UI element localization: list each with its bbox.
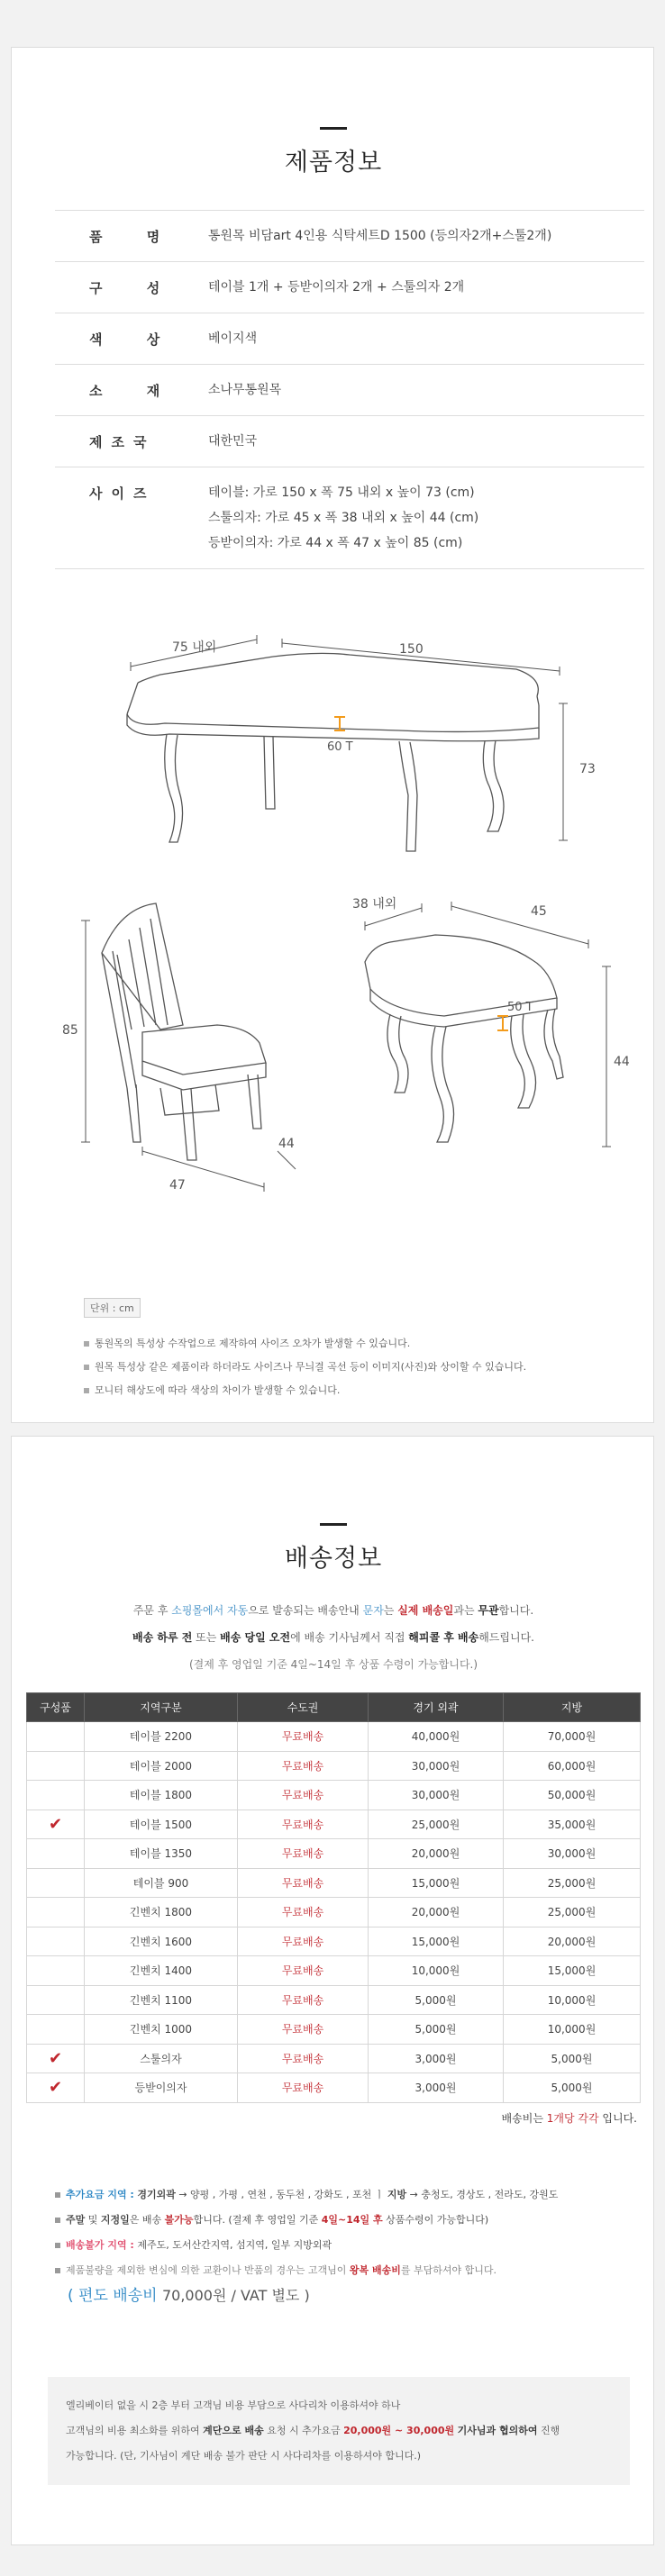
spec-key: 품 명 xyxy=(89,228,180,245)
outer-fee-cell: 15,000원 xyxy=(369,1868,504,1898)
table-row xyxy=(27,1898,641,1927)
note-text: 통원목의 특성상 수작업으로 제작하여 사이즈 오차가 발생할 수 있습니다. xyxy=(95,1338,411,1349)
bullet-icon xyxy=(55,2192,60,2198)
dim-table-height: 73 xyxy=(579,762,596,776)
check-icon xyxy=(27,1868,85,1898)
intro-line-3: (결제 후 영업일 기준 4일~14일 후 상품 수령이 가능합니다.) xyxy=(188,1658,478,1671)
table-row xyxy=(27,2044,641,2073)
bullet-icon xyxy=(84,1388,89,1393)
dim-table-width: 150 xyxy=(399,642,424,657)
delivery-intro xyxy=(12,1597,655,1678)
intro-line-2: 배송 하루 전 또는 배송 당일 오전에 배송 기사님께서 직접 해피콜 후 배송해드립니다. xyxy=(132,1631,534,1644)
dim-stool-height: 44 xyxy=(614,1055,630,1069)
box-line-1: 엘리베이터 없을 시 2층 부터 고객님 비용 부담으로 사다리차 이용하셔야 하나 xyxy=(66,2399,401,2411)
dim-chair-depth: 44 xyxy=(278,1137,295,1151)
outer-fee-cell: 3,000원 xyxy=(369,2073,504,2103)
outer-fee-cell: 30,000원 xyxy=(369,1781,504,1810)
check-icon: ✔ xyxy=(27,2073,85,2103)
shipping-note: 배송비는 1개당 각각 입니다. xyxy=(501,2112,637,2125)
metro-fee-cell: 무료배송 xyxy=(238,2015,369,2045)
metro-fee-cell: 무료배송 xyxy=(238,1956,369,1986)
check-icon xyxy=(27,1985,85,2015)
check-icon xyxy=(27,1722,85,1752)
local-fee-cell: 15,000원 xyxy=(504,1956,641,1986)
box-line-3: 가능합니다. (단, 기사님이 계단 배송 불가 판단 시 사다리차를 이용하셔야 합니다.) xyxy=(66,2450,422,2462)
table-diagram xyxy=(12,615,655,885)
check-icon: ✔ xyxy=(27,1810,85,1839)
delivery-info-title: 배송정보 xyxy=(284,1545,383,1573)
title-bar xyxy=(320,1523,347,1526)
local-fee-cell: 25,000원 xyxy=(504,1868,641,1898)
local-fee-cell: 10,000원 xyxy=(504,1985,641,2015)
local-fee-cell: 10,000원 xyxy=(504,2015,641,2045)
spec-row-material xyxy=(55,365,644,416)
region-name-cell: 긴벤치 1000 xyxy=(85,2015,238,2045)
outer-fee-cell: 20,000원 xyxy=(369,1839,504,1869)
local-fee-cell: 5,000원 xyxy=(504,2044,641,2073)
spec-row-color xyxy=(55,313,644,365)
metro-fee-cell: 무료배송 xyxy=(238,2044,369,2073)
region-name-cell: 긴벤치 1400 xyxy=(85,1956,238,1986)
info-no-delivery: 배송불가 지역 : 제주도, 도서산간지역, 섬지역, 일부 지방외곽 xyxy=(55,2233,632,2258)
spec-key: 색 상 xyxy=(89,331,180,348)
check-icon xyxy=(27,1927,85,1956)
region-name-cell: 긴벤치 1100 xyxy=(85,1985,238,2015)
region-name-cell: 스툴의자 xyxy=(85,2044,238,2073)
region-name-cell: 테이블 900 xyxy=(85,1868,238,1898)
spec-value: 통원목 비담art 4인용 식탁세트D 1500 (등의자2개+스툴2개) xyxy=(208,229,552,243)
product-info-title: 제품정보 xyxy=(284,149,383,177)
box-line-2: 고객님의 비용 최소화를 위하여 계단으로 배송 요청 시 추가요금 20,000원 ~ 30,000원 기사님과 협의하여 진행 xyxy=(66,2425,560,2436)
title-bar xyxy=(320,127,347,130)
spec-row-composition xyxy=(55,262,644,313)
bullet-icon xyxy=(55,2268,60,2273)
spec-table xyxy=(55,210,644,569)
outer-fee-cell: 5,000원 xyxy=(369,1985,504,2015)
table-row xyxy=(27,2073,641,2103)
metro-fee-cell: 무료배송 xyxy=(238,1810,369,1839)
local-fee-cell: 30,000원 xyxy=(504,1839,641,1869)
metro-fee-cell: 무료배송 xyxy=(238,1722,369,1752)
metro-fee-cell: 무료배송 xyxy=(238,1839,369,1869)
delivery-info-list xyxy=(55,2182,632,2308)
region-name-cell: 테이블 1800 xyxy=(85,1781,238,1810)
local-fee-cell: 70,000원 xyxy=(504,1722,641,1752)
region-name-cell: 테이블 2200 xyxy=(85,1722,238,1752)
delivery-info-section xyxy=(11,1436,654,2545)
outer-fee-cell: 10,000원 xyxy=(369,1956,504,1986)
metro-fee-cell: 무료배송 xyxy=(238,1751,369,1781)
bullet-icon xyxy=(84,1341,89,1347)
outer-fee-cell: 30,000원 xyxy=(369,1751,504,1781)
col-header: 경기 외곽 xyxy=(369,1693,504,1722)
dim-chair-width: 47 xyxy=(169,1178,186,1193)
note-item xyxy=(84,1379,624,1402)
info-extra-fee: 추가요금 지역 : 경기외곽 → 양평 , 가평 , 연천 , 동두천 , 강화도 , 포천 ㅣ 지방 → 충청도, 경상도 , 전라도, 강원도 xyxy=(55,2182,632,2208)
local-fee-cell: 20,000원 xyxy=(504,1927,641,1956)
check-icon xyxy=(27,1898,85,1927)
dim-stool-depth: 38 내외 xyxy=(352,897,397,912)
region-name-cell: 테이블 2000 xyxy=(85,1751,238,1781)
outer-fee-cell: 15,000원 xyxy=(369,1927,504,1956)
dim-stool-width: 45 xyxy=(531,904,547,919)
one-way-fee: ( 편도 배송비 70,000원 / VAT 별도 ) xyxy=(68,2287,310,2305)
table-row xyxy=(27,2015,641,2045)
spec-row-size xyxy=(55,467,644,569)
outer-fee-cell: 3,000원 xyxy=(369,2044,504,2073)
local-fee-cell: 25,000원 xyxy=(504,1898,641,1927)
spec-value: 소나무통원목 xyxy=(208,383,282,397)
col-header: 지방 xyxy=(504,1693,641,1722)
spec-key: 사이즈 xyxy=(89,485,156,502)
table-header-row xyxy=(27,1693,641,1722)
outer-fee-cell: 25,000원 xyxy=(369,1810,504,1839)
spec-key: 소 재 xyxy=(89,382,180,399)
dim-chair-height: 85 xyxy=(62,1023,78,1038)
local-fee-cell: 35,000원 xyxy=(504,1810,641,1839)
check-icon xyxy=(27,1751,85,1781)
intro-line-1: 주문 후 소핑몰에서 자동으로 발송되는 배송안내 문자는 실제 배송일과는 무관합니다. xyxy=(132,1604,534,1617)
outer-fee-cell: 5,000원 xyxy=(369,2015,504,2045)
bullet-icon xyxy=(84,1365,89,1370)
spec-value: 테이블 1개 + 등받이의자 2개 + 스툴의자 2개 xyxy=(208,280,465,295)
check-icon xyxy=(27,2015,85,2045)
spec-value xyxy=(208,467,478,568)
spec-row-country xyxy=(55,416,644,467)
table-row xyxy=(27,1781,641,1810)
spec-row-name xyxy=(55,211,644,262)
note-item xyxy=(84,1356,624,1379)
region-name-cell: 긴벤치 1600 xyxy=(85,1927,238,1956)
table-row xyxy=(27,1810,641,1839)
metro-fee-cell: 무료배송 xyxy=(238,1985,369,2015)
table-row xyxy=(27,1751,641,1781)
region-name-cell: 등받이의자 xyxy=(85,2073,238,2103)
region-name-cell: 긴벤치 1800 xyxy=(85,1898,238,1927)
metro-fee-cell: 무료배송 xyxy=(238,2073,369,2103)
size-chair: 등받이의자: 가로 44 x 폭 47 x 높이 85 (cm) xyxy=(208,536,463,550)
note-text: 원목 특성상 같은 제품이라 하더라도 사이즈나 무늬결 곡선 등이 이미지(사진)와 상이할 수 있습니다. xyxy=(95,1361,527,1373)
table-row xyxy=(27,1985,641,2015)
product-notes xyxy=(84,1298,624,1402)
shipping-fee-table xyxy=(26,1692,641,2103)
info-return: 제품불량을 제외한 변심에 의한 교환이나 반품의 경우는 고객님이 왕복 배송비를 부담하셔야 합니다. xyxy=(55,2258,632,2283)
size-table: 테이블: 가로 150 x 폭 75 내외 x 높이 73 (cm) xyxy=(208,485,475,500)
outer-fee-cell: 40,000원 xyxy=(369,1722,504,1752)
bullet-icon xyxy=(55,2218,60,2223)
note-item xyxy=(84,1332,624,1356)
metro-fee-cell: 무료배송 xyxy=(238,1898,369,1927)
local-fee-cell: 5,000원 xyxy=(504,2073,641,2103)
note-text: 모니터 해상도에 따라 색상의 차이가 발생할 수 있습니다. xyxy=(95,1384,341,1396)
col-header: 지역구분 xyxy=(85,1693,238,1722)
local-fee-cell: 50,000원 xyxy=(504,1781,641,1810)
spec-key: 구 성 xyxy=(89,279,180,296)
check-icon xyxy=(27,1956,85,1986)
col-header: 구성품 xyxy=(27,1693,85,1722)
product-info-header xyxy=(12,127,655,177)
col-header: 수도권 xyxy=(238,1693,369,1722)
check-icon xyxy=(27,1781,85,1810)
product-info-section xyxy=(11,47,654,1423)
dim-table-depth: 75 내외 xyxy=(172,640,217,655)
spec-value: 베이지색 xyxy=(208,331,258,346)
table-row xyxy=(27,1868,641,1898)
region-name-cell: 테이블 1350 xyxy=(85,1839,238,1869)
size-stool: 스툴의자: 가로 45 x 폭 38 내외 x 높이 44 (cm) xyxy=(208,511,479,525)
outer-fee-cell: 20,000원 xyxy=(369,1898,504,1927)
check-icon xyxy=(27,1839,85,1869)
delivery-info-header xyxy=(12,1523,655,1574)
local-fee-cell: 60,000원 xyxy=(504,1751,641,1781)
table-row xyxy=(27,1956,641,1986)
metro-fee-cell: 무료배송 xyxy=(238,1868,369,1898)
dim-table-thick: 60 T xyxy=(327,740,353,754)
metro-fee-cell: 무료배송 xyxy=(238,1781,369,1810)
stairs-delivery-box xyxy=(48,2377,630,2485)
unit-label: 단위 : cm xyxy=(84,1298,141,1318)
table-row xyxy=(27,1927,641,1956)
check-icon: ✔ xyxy=(27,2044,85,2073)
table-row xyxy=(27,1722,641,1752)
table-row xyxy=(27,1839,641,1869)
chair-stool-diagram xyxy=(12,872,655,1205)
info-weekend: 주말 및 지정일은 배송 불가능합니다. (결제 후 영업일 기준 4일~14일 후 상품수령이 가능합니다) xyxy=(55,2208,632,2233)
region-name-cell: 테이블 1500 xyxy=(85,1810,238,1839)
spec-value: 대한민국 xyxy=(208,434,258,449)
spec-key: 제조국 xyxy=(89,433,156,450)
dim-stool-thick: 50 T xyxy=(507,1001,533,1014)
bullet-icon xyxy=(55,2243,60,2248)
metro-fee-cell: 무료배송 xyxy=(238,1927,369,1956)
